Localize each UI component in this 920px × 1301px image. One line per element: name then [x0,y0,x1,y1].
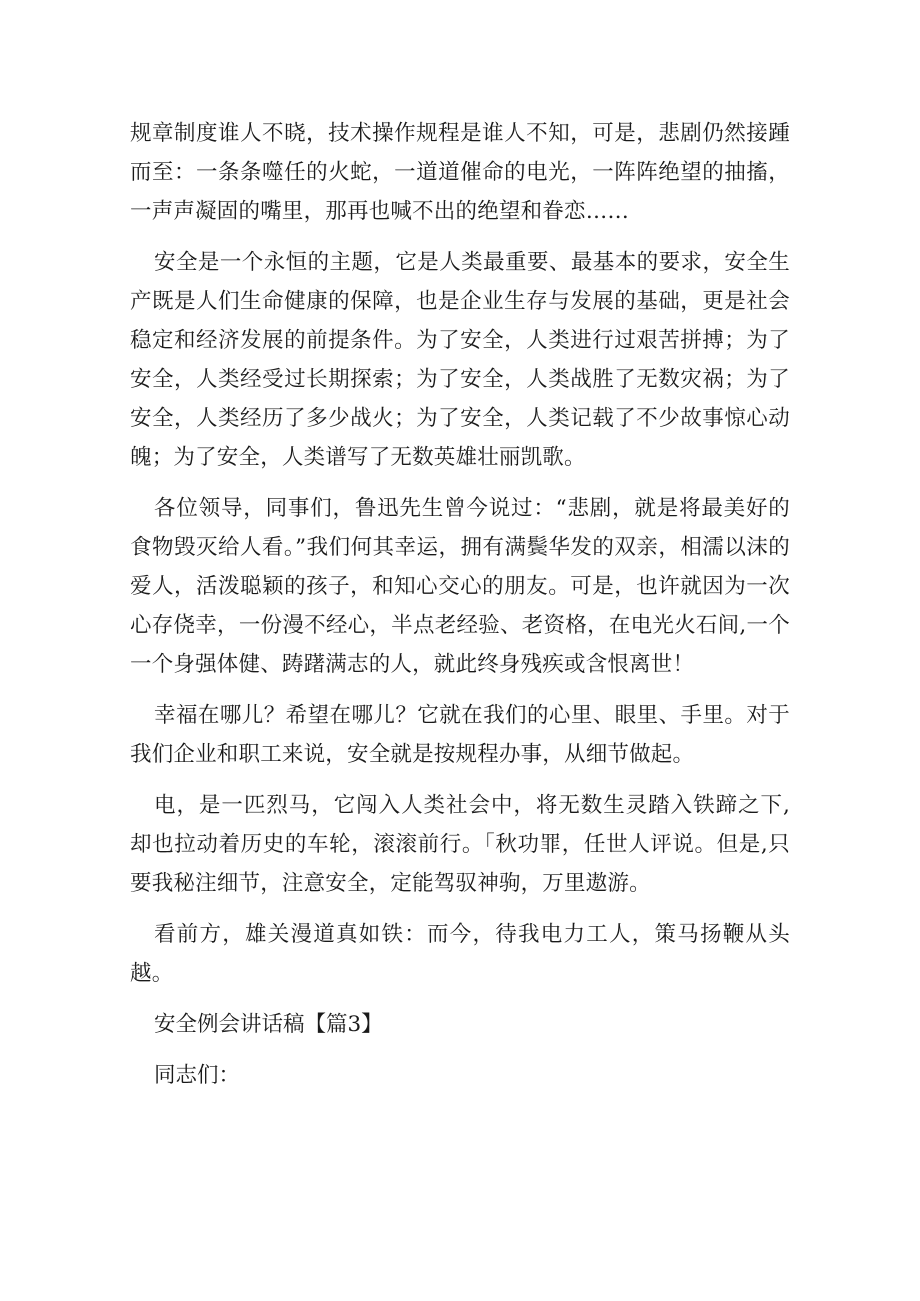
paragraph-gap [130,1044,790,1056]
document-body [130,114,790,1095]
paragraph-3: 各位领导，同事们，鲁迅先生曾今说过：“悲剧，就是将最美好的食物毁灭给人看。”我们何其幸运，拥有满鬓华发的双亲，相濡以沫的爱人，活泼聪颖的孩子，和知心交心的朋友。可是，也许就因为一次心存侥幸，一份漫不经心，半点老经验、老资格，在电光火石间,一个一个身强体健、踌躇满志的人，就此终身残疾或含恨离世！ [130,496,790,677]
salutation: 同志们： [154,1063,241,1088]
paragraph-1: 规章制度谁人不晓，技术操作规程是谁人不知，可是，悲剧仍然接踵而至：一条条噬任的火蛇，一道道催命的电光，一阵阵绝望的抽搐，一声声凝固的嘴里，那再也喊不出的绝望和眷恋…… [130,121,790,224]
paragraph-gap [130,684,790,696]
paragraph-4: 幸福在哪儿？希望在哪儿？它就在我们的心里、眼里、手里。对于我们企业和职工来说，安全就是按规程办事，从细节做起。 [130,703,790,767]
section-title: 安全例会讲话稿【篇3】 [154,1012,383,1037]
paragraph-gap [130,903,790,915]
paragraph-5: 电，是一匹烈马，它闯入人类社会中，将无数生灵踏入铁蹄之下,却也拉动着历史的车轮，滚滚前行。「秋功罪，任世人评说。但是,只要我秘注细节，注意安全，定能驾驭神驹，万里遨游。 [130,793,790,896]
paragraph-6: 看前方，雄关漫道真如铁：而今，待我电力工人，策马扬鞭从头越。 [130,922,790,986]
paragraph-2: 安全是一个永恒的主题，它是人类最重要、最基本的要求，安全生产既是人们生命健康的保障，也是企业生存与发展的基础，更是社会稳定和经济发展的前提条件。为了安全，人类进行过艰苦拼搏；为了安全，人类经受过长期探索；为了安全，人类战胜了无数灾祸；为了安全，人类经历了多少战火；为了安全，人类记载了不少故事惊心动魄；为了安全，人类谱写了无数英雄壮丽凯歌。 [130,250,790,470]
paragraph-gap [130,993,790,1005]
paragraph-gap [130,774,790,786]
paragraph-gap [130,477,790,489]
paragraph-gap [130,231,790,243]
